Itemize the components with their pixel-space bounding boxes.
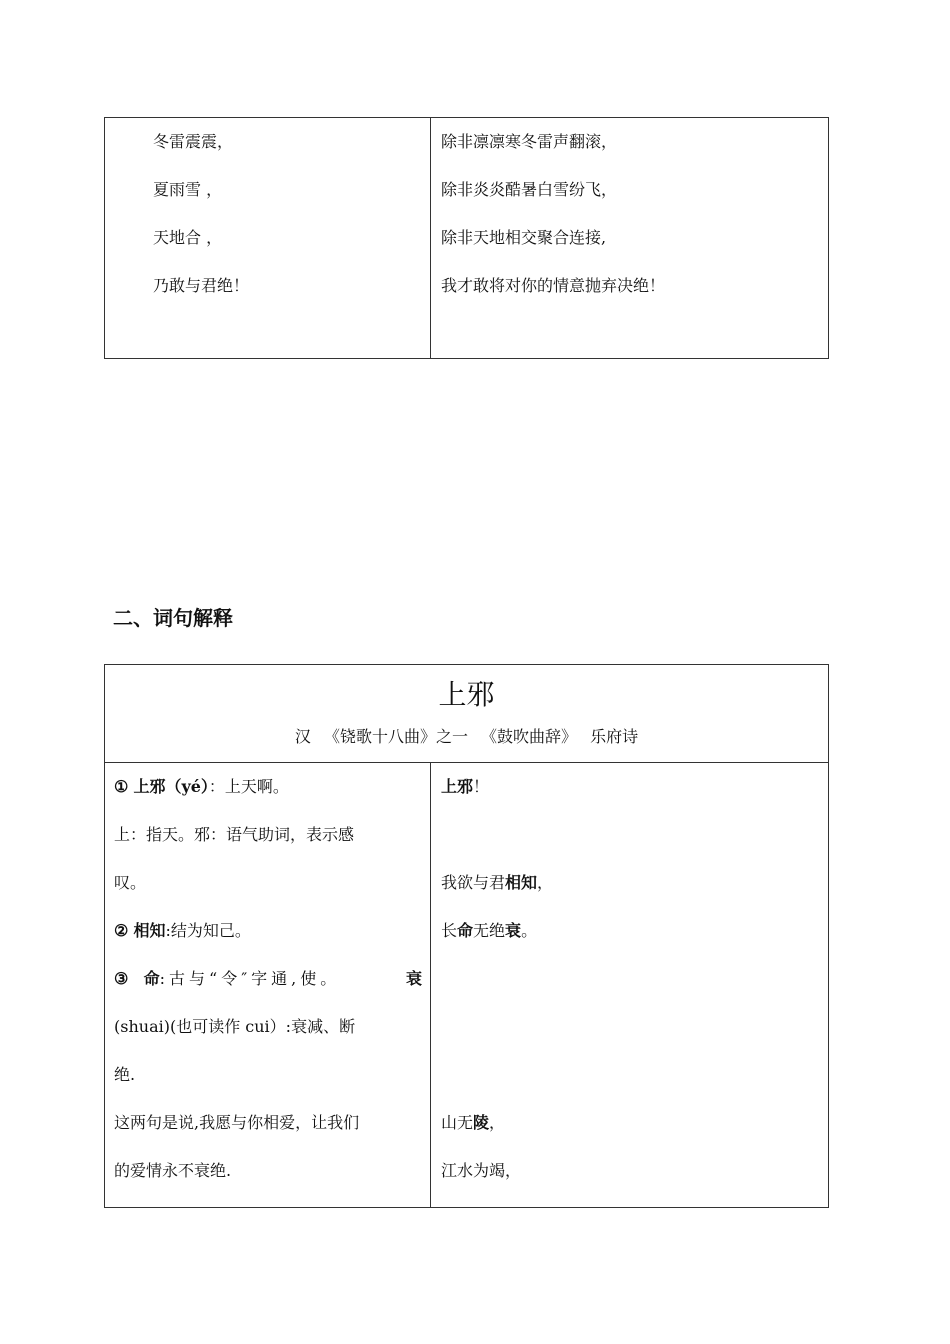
notes-cell — [105, 763, 431, 1208]
note-number: ② — [114, 921, 129, 940]
original-text-cell — [105, 118, 431, 359]
poem-text: ， — [489, 1113, 506, 1132]
poem-line — [441, 1111, 828, 1135]
note-1-detail: 上：指天。邪：语气助词，表示感 — [114, 825, 355, 844]
explanation-line: 的爱情永不衰绝. — [114, 1161, 232, 1180]
poem-line — [441, 919, 828, 943]
original-line: 乃敢与君绝！ — [153, 276, 250, 295]
poem-term: 命 — [457, 921, 474, 940]
note-term: 衰 — [405, 969, 422, 988]
note-term: 上邪（yé） — [133, 777, 209, 796]
note-number: ③ — [114, 969, 129, 988]
note-definition: :结为知己。 — [165, 921, 251, 940]
poem-text: 长 — [441, 921, 458, 940]
note-1-detail: 叹。 — [114, 873, 147, 892]
note-3-detail: (shuai)(也可读作 cui）:衰减、断 — [114, 1017, 356, 1036]
translation-line: 除非炎炎酷暑白雪纷飞， — [441, 180, 618, 199]
poem-text: ！ — [473, 777, 490, 796]
translation-line: 除非天地相交聚合连接, — [441, 228, 607, 247]
poem-term: 相知 — [505, 873, 538, 892]
translation-line: 我才敢将对你的情意抛弃决绝！ — [441, 276, 666, 295]
poem-spacer — [441, 1063, 828, 1087]
poem-term: 陵 — [473, 1113, 490, 1132]
poem-term: 衰 — [505, 921, 522, 940]
poem-spacer — [441, 823, 828, 847]
original-line: 夏雨雪 ， — [153, 180, 223, 199]
note-definition: :古与“令″字通,使。 — [159, 969, 341, 988]
poem-text: 无绝 — [473, 921, 506, 940]
note-2 — [114, 919, 422, 943]
annotation-table — [104, 664, 829, 1208]
poem-text: ， — [537, 873, 554, 892]
poem-header-cell — [105, 665, 829, 763]
translation-table — [104, 117, 829, 359]
poem-title: 上邪 — [438, 678, 495, 711]
poem-text-cell — [431, 763, 829, 1208]
note-1 — [114, 775, 422, 799]
translation-line: 除非凛凛寒冬雷声翻滚， — [441, 132, 618, 151]
note-definition: ：上天啊。 — [208, 777, 289, 796]
poem-line — [441, 871, 828, 895]
poem-text: 。 — [521, 921, 538, 940]
original-line: 冬雷震震， — [153, 132, 234, 151]
poem-line: 江水为竭， — [441, 1161, 522, 1180]
translation-text-cell — [431, 118, 829, 359]
note-term: 命 — [143, 969, 160, 988]
note-number: ① — [114, 777, 129, 796]
poem-term: 上邪 — [441, 777, 474, 796]
explanation-line: 这两句是说,我愿与你相爱，让我们 — [114, 1113, 360, 1132]
note-3 — [114, 967, 422, 991]
note-3-detail: 绝. — [114, 1065, 136, 1084]
poem-spacer — [441, 967, 828, 991]
note-term: 相知 — [133, 921, 166, 940]
poem-text: 山无 — [441, 1113, 474, 1132]
original-line: 天地合 ， — [153, 228, 223, 247]
poem-line — [441, 775, 828, 799]
poem-text: 我欲与君 — [441, 873, 506, 892]
section-heading: 二、词句解释 — [113, 606, 233, 630]
poem-spacer — [441, 1015, 828, 1039]
poem-source: 汉 《铙歌十八曲》之一 《鼓吹曲辞》 乐府诗 — [294, 727, 639, 746]
